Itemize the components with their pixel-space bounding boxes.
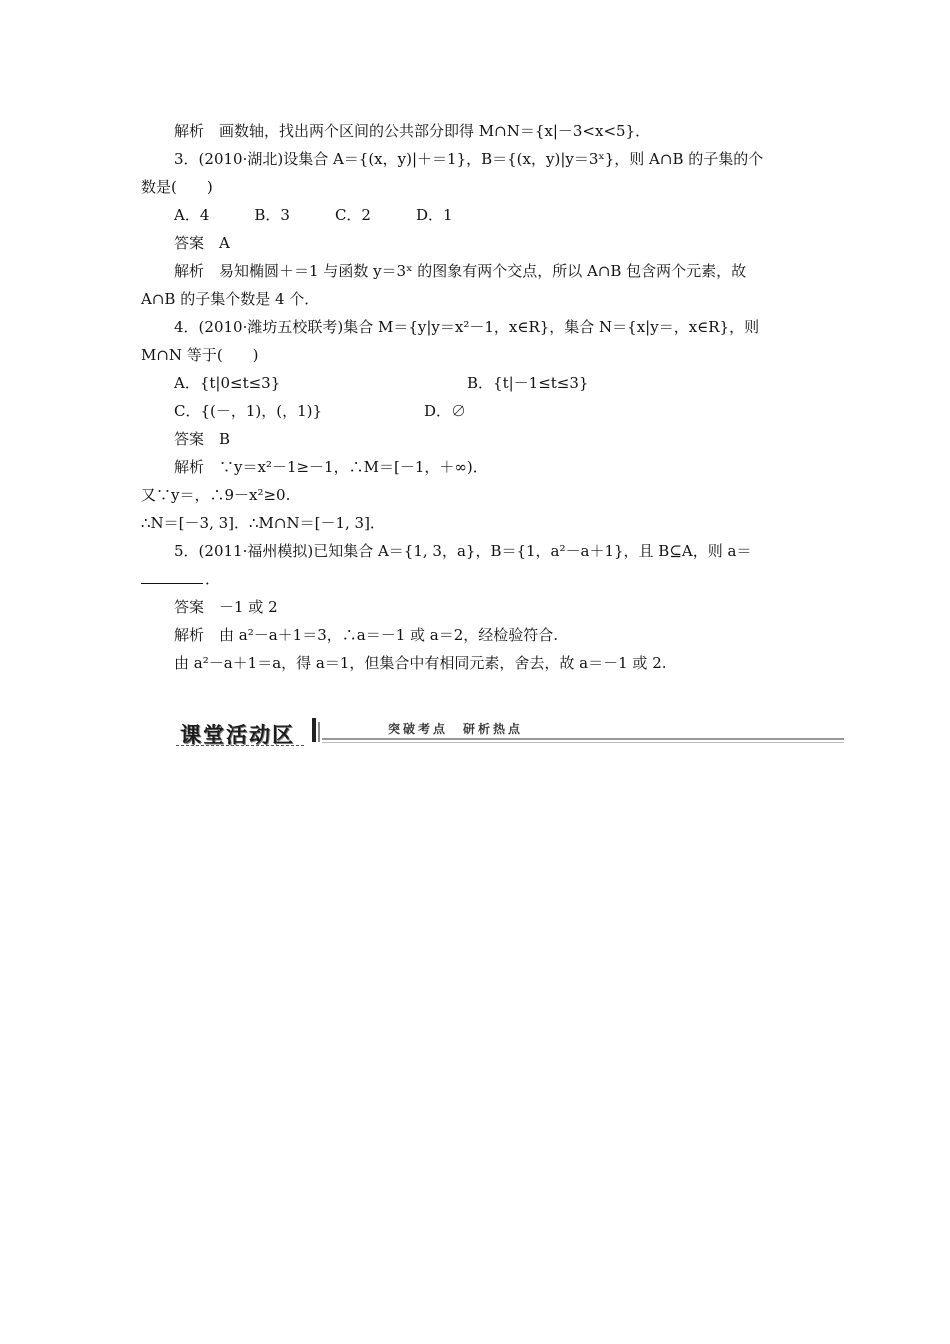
question-3-line: 3．(2010·湖北)设集合 A＝{(x，y)|＋＝1}，B＝{(x，y)|y＝3ˣ}，则 A∩B 的子集的个 bbox=[174, 150, 764, 168]
answer-line: 答案 B bbox=[174, 430, 231, 448]
text-line: A∩B 的子集个数是 4 个． bbox=[141, 290, 320, 308]
section-banner bbox=[176, 716, 844, 748]
question-5-line: 5．(2011·福州模拟)已知集合 A＝{1, 3，a}，B＝{1，a²－a＋1}，且 B⊆A，则 a＝ bbox=[174, 542, 752, 560]
text-line: 解析 画数轴，找出两个区间的公共部分即得 M∩N＝{x|－3<x<5}． bbox=[174, 122, 651, 140]
text-line: M∩N 等于( ) bbox=[141, 346, 259, 364]
text-line: 数是( ) bbox=[141, 178, 213, 196]
banner-rule-thin bbox=[322, 742, 844, 743]
banner-subtitle: 突破考点 研析热点 bbox=[388, 722, 524, 736]
text-line: ∴N＝[－3, 3]．∴M∩N＝[－1, 3]． bbox=[141, 514, 385, 532]
choice-d: D．∅ bbox=[424, 402, 467, 420]
question-4-line: 4．(2010·潍坊五校联考)集合 M＝{y|y＝x²－1，x∈R}，集合 N＝{x|y＝，x∈R}，则 bbox=[174, 318, 760, 336]
analysis-line: 解析 易知椭圆＋＝1 与函数 y＝3ˣ 的图象有两个交点，所以 A∩B 包含两个元素，故 bbox=[174, 262, 747, 280]
blank-period: ． bbox=[205, 570, 221, 588]
text-line: 由 a²－a＋1＝a，得 a＝1，但集合中有相同元素，舍去，故 a＝－1 或 2. bbox=[174, 654, 667, 672]
text-line: 又∵y＝，∴9－x²≥0. bbox=[141, 486, 291, 504]
banner-divider-bar-thin bbox=[318, 722, 320, 742]
blank-line bbox=[141, 568, 220, 589]
banner-divider-bar bbox=[312, 718, 316, 742]
banner-title: 课堂活动区 bbox=[180, 723, 295, 747]
answer-line: 答案 －1 或 2 bbox=[174, 598, 278, 616]
choices-line: A．4 B．3 C．2 D．1 bbox=[174, 206, 453, 224]
banner-dashed-underline bbox=[176, 745, 304, 746]
analysis-line: 解析 ∵y＝x²－1≥－1，∴M＝[－1，＋∞)． bbox=[174, 458, 488, 476]
analysis-line: 解析 由 a²－a＋1＝3，∴a＝－1 或 a＝2，经检验符合. bbox=[174, 626, 559, 644]
choice-c: C．{(－，1)，(，1)} bbox=[174, 402, 323, 420]
banner-rule bbox=[322, 738, 844, 740]
choice-b: B．{t|－1≤t≤3} bbox=[467, 374, 589, 392]
choice-a: A．{t|0≤t≤3} bbox=[174, 374, 281, 392]
answer-blank bbox=[141, 569, 203, 584]
answer-line: 答案 A bbox=[174, 234, 230, 252]
